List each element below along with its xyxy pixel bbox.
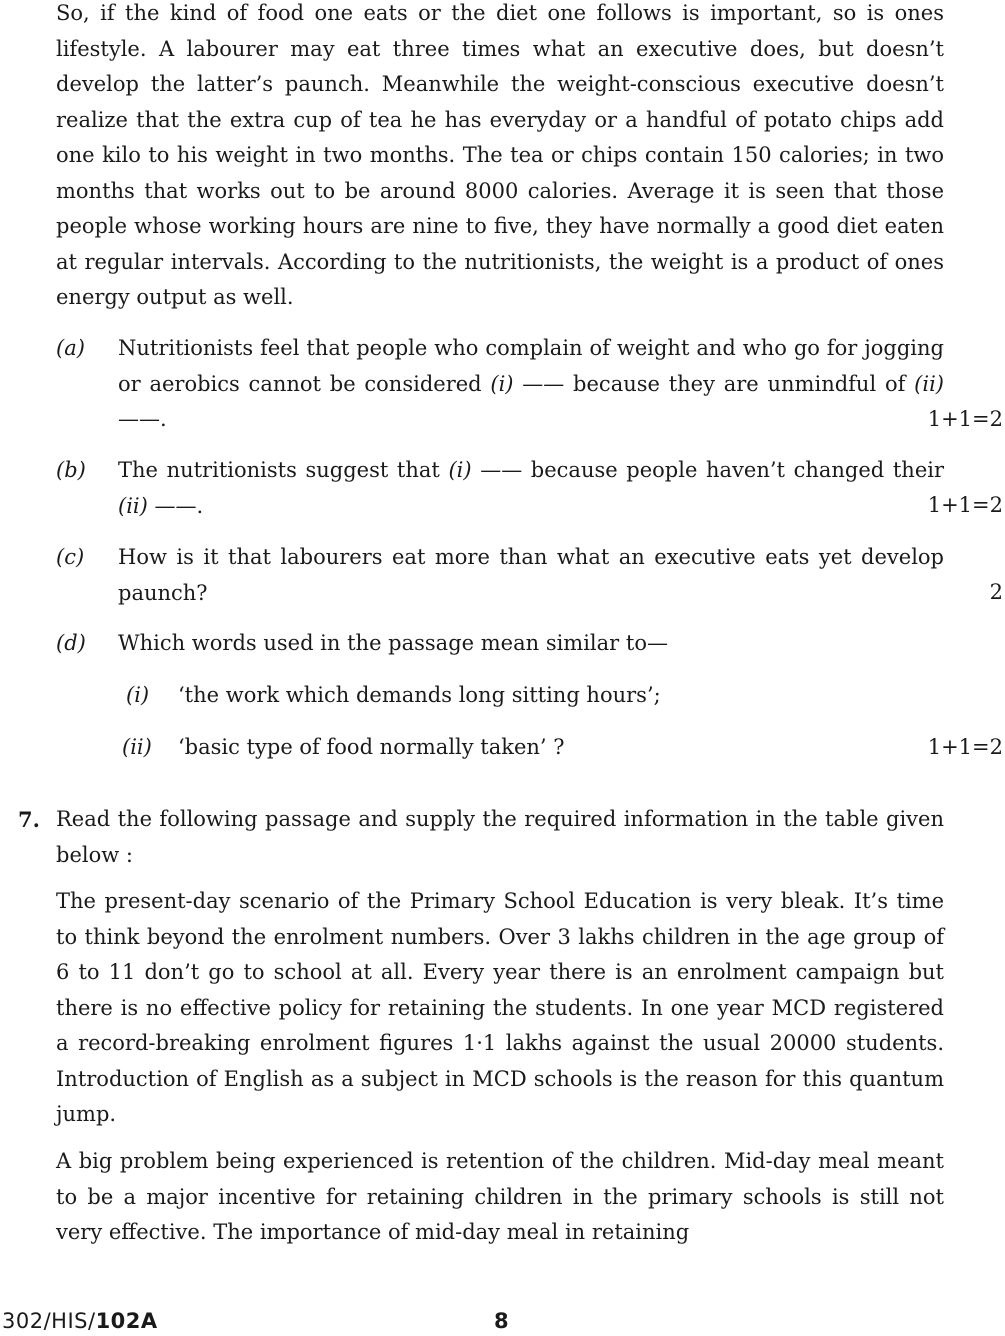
question-7-paragraph-2: A big problem being experienced is retention of the children. Mid-day meal meant to be a major incentive for retaining children in the primary schools is still not very effective. The importance of mid-day meal in retaining xyxy=(56,1149,944,1244)
question-a-text-end: ——. xyxy=(118,407,167,431)
question-7-paragraph-1: The present-day scenario of the Primary School Education is very bleak. It’s time to think beyond the enrolment numbers. Over 3 lakhs children in the age group of 6 to 11 don’t go to school at all. Every year there is an enrolment campaign but there is no effective policy for retaining the students. In one year MCD registered a record-breaking enrolment figures 1·1 lakhs against the usual 20000 students. Introduction of English as a subject in MCD schools is the reason for this quantum jump. xyxy=(56,889,944,1126)
question-d-text: Which words used in the passage mean similar to— xyxy=(118,631,668,655)
question-c-text: How is it that labourers eat more than what an executive eats yet develop paunch? xyxy=(118,545,944,605)
question-d-item-ii-text: ‘basic type of food normally taken’ ? xyxy=(178,735,565,759)
question-7-number: 7. xyxy=(18,807,40,832)
question-d-marks: 1+1=2 xyxy=(927,735,1003,759)
question-d-item-ii-label: (ii) xyxy=(122,735,152,759)
question-c-label: (c) xyxy=(56,545,85,569)
paper-code-prefix: 302/HIS/ xyxy=(2,1309,96,1333)
paper-code xyxy=(2,1306,158,1336)
question-c-marks: 2 xyxy=(989,580,1003,604)
page-number: 8 xyxy=(494,1309,509,1333)
question-a-i-label: (i) xyxy=(490,371,514,396)
question-a-text-start: Nutritionists feel that people who complain of weight and who go for jogging or aerobics cannot be considered xyxy=(118,336,944,396)
question-a-marks: 1+1=2 xyxy=(927,407,1003,431)
question-d-item-i-text: ‘the work which demands long sitting hours’; xyxy=(178,683,661,707)
question-b-text-start: The nutritionists suggest that xyxy=(118,458,440,482)
question-b-text-mid: —— because people haven’t changed their xyxy=(480,458,944,482)
question-b-text xyxy=(118,453,944,524)
passage-paragraph-1: So, if the kind of food one eats or the diet one follows is important, so is ones lifestyle. A labourer may eat three times what an executive does, but doesn’t develop the latter’s paunch. Meanwhile the weight-conscious executive doesn’t realize that the extra cup of tea he has everyday or a handful of potato chips add one kilo to his weight in two months. The tea or chips contain 150 calories; in two months that works out to be around 8000 calories. Average it is seen that those people whose working hours are nine to five, they have normally a good diet eaten at regular intervals. According to the nutritionists, the weight is a product of ones energy output as well. xyxy=(56,1,944,309)
question-b-label: (b) xyxy=(56,458,86,482)
question-a-ii-label: (ii) xyxy=(914,371,944,396)
question-7-instruction: Read the following passage and supply the required information in the table given below : xyxy=(56,807,944,867)
question-d-label: (d) xyxy=(56,631,86,655)
question-b-ii-label: (ii) xyxy=(118,493,148,518)
question-b-marks: 1+1=2 xyxy=(927,493,1003,517)
question-a-text xyxy=(118,331,944,438)
question-a-label: (a) xyxy=(56,336,85,360)
question-b-text-end: ——. xyxy=(154,493,204,518)
question-b-i-label: (i) xyxy=(448,458,472,482)
question-d-item-i-label: (i) xyxy=(126,683,150,707)
question-a-text-mid: —— because they are unmindful of xyxy=(522,371,906,396)
paper-code-suffix: 102A xyxy=(95,1309,158,1333)
